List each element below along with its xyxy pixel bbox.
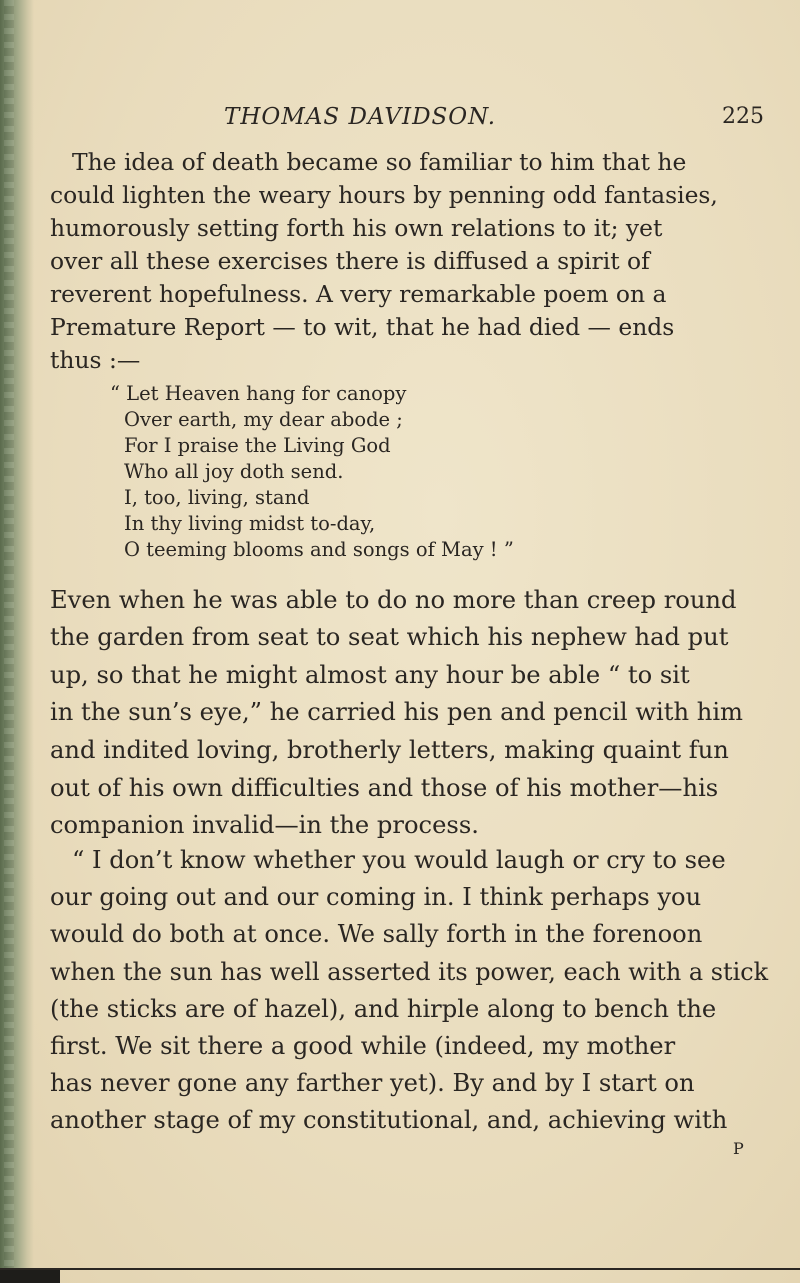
paragraph2-line: in the sun’s eye,” he carried his pen and pencil with him	[50, 698, 743, 726]
running-title: THOMAS DAVIDSON.	[224, 104, 497, 130]
paragraph3-line: (the sticks are of hazel), and hirple along to bench the	[50, 995, 717, 1023]
poem-line: Over earth, my dear abode ;	[124, 408, 403, 431]
paragraph2-line: and indited loving, brotherly letters, making quaint fun	[50, 736, 729, 764]
poem-line: For I praise the Living God	[124, 434, 391, 457]
poem-line: O teeming blooms and songs of May ! ”	[124, 538, 514, 561]
paragraph1-line: thus :—	[50, 346, 141, 374]
poem-line: “ Let Heaven hang for canopy	[110, 382, 407, 405]
paragraph2-line: up, so that he might almost any hour be able “ to sit	[50, 661, 690, 689]
paragraph1-line: humorously setting forth his own relations to it; yet	[50, 214, 663, 242]
paragraph2-line: the garden from seat to seat which his nephew had put	[50, 623, 729, 651]
paragraph2-line: Even when he was able to do no more than creep round	[50, 586, 737, 614]
paragraph3-line: another stage of my constitutional, and, achieving with	[50, 1106, 728, 1134]
poem-line: Who all joy doth send.	[124, 460, 344, 483]
poem-line: I, too, living, stand	[124, 486, 310, 509]
page-bottom-edge	[0, 1268, 800, 1270]
paragraph3-line: when the sun has well asserted its power, each with a stick	[50, 958, 769, 986]
paragraph3-line: would do both at once. We sally forth in the forenoon	[50, 920, 703, 948]
paragraph3-line: has never gone any farther yet). By and by I start on	[50, 1069, 695, 1097]
paragraph3-line: “ I don’t know whether you would laugh or cry to see	[72, 846, 726, 874]
poem-line: In thy living midst to-day,	[124, 512, 376, 535]
signature-mark: P	[733, 1139, 744, 1158]
book-binding-edge	[0, 0, 34, 1283]
paragraph1-line: over all these exercises there is diffused a spirit of	[50, 247, 650, 275]
paragraph2-line: companion invalid—in the process.	[50, 811, 479, 839]
paragraph2-line: out of his own difficulties and those of his mother—his	[50, 774, 719, 802]
paragraph3-line: first. We sit there a good while (indeed, my mother	[50, 1032, 676, 1060]
paragraph1-line: could lighten the weary hours by penning odd fantasies,	[50, 181, 718, 209]
paragraph1-line: The idea of death became so familiar to him that he	[72, 148, 687, 176]
paragraph3-line: our going out and our coming in. I think perhaps you	[50, 883, 702, 911]
page-corner-shadow	[0, 1270, 60, 1283]
page-number: 225	[722, 104, 764, 129]
paragraph1-line: Premature Report — to wit, that he had died — ends	[50, 313, 675, 341]
paragraph1-line: reverent hopefulness. A very remarkable poem on a	[50, 280, 667, 308]
